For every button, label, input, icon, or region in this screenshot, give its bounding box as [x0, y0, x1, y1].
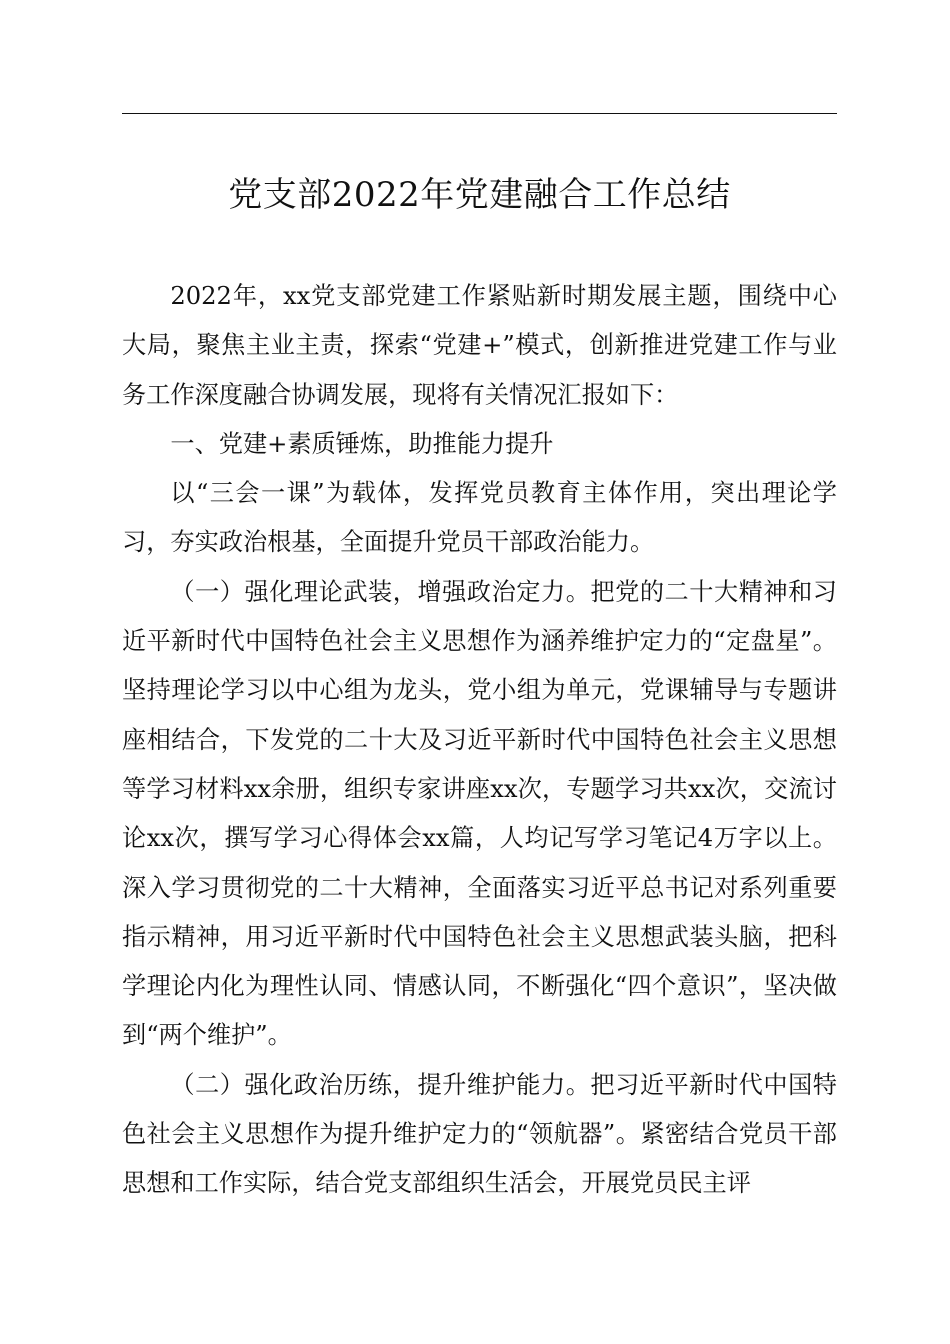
section-heading: 一、党建+素质锤炼，助推能力提升 [170, 429, 554, 458]
document-body [122, 272, 837, 1209]
intro-paragraph: 2022年，xx党支部党建工作紧贴新时期发展主题，围绕中心大局，聚焦主业主责，探索“党建+”模式，创新推进党建工作与业务工作深度融合协调发展，现将有关情况汇报如下： [122, 282, 837, 409]
subsection-1-paragraph: （一）强化理论武装，增强政治定力。把党的二十大精神和习近平新时代中国特色社会主义思想作为涵养维护定力的“定盘星”。坚持理论学习以中心组为龙头，党小组为单元，党课辅导与专题讲座相结合，下发党的二十大及习近平新时代中国特色社会主义思想等学习材料xx余册，组织专家讲座xx次，专题学习共xx次，交流讨论xx次，撰写学习心得体会xx篇，人均记写学习笔记4万字以上。深入学习贯彻党的二十大精神，全面落实习近平总书记对系列重要指示精神，用习近平新时代中国特色社会主义思想武装头脑，把科学理论内化为理性认同、情感认同，不断强化“四个意识”，坚决做到“两个维护”。 [122, 577, 837, 1050]
document-title: 党支部2022年党建融合工作总结 [228, 175, 731, 215]
subsection-2-paragraph: （二）强化政治历练，提升维护能力。把习近平新时代中国特色社会主义思想作为提升维护定力的“领航器”。紧密结合党员干部思想和工作实际，结合党支部组织生活会，开展党员民主评 [122, 1070, 837, 1198]
header-rule [122, 113, 837, 114]
section-intro-paragraph: 以“三会一课”为载体，发挥党员教育主体作用，突出理论学习，夯实政治根基，全面提升党员干部政治能力。 [122, 479, 837, 557]
